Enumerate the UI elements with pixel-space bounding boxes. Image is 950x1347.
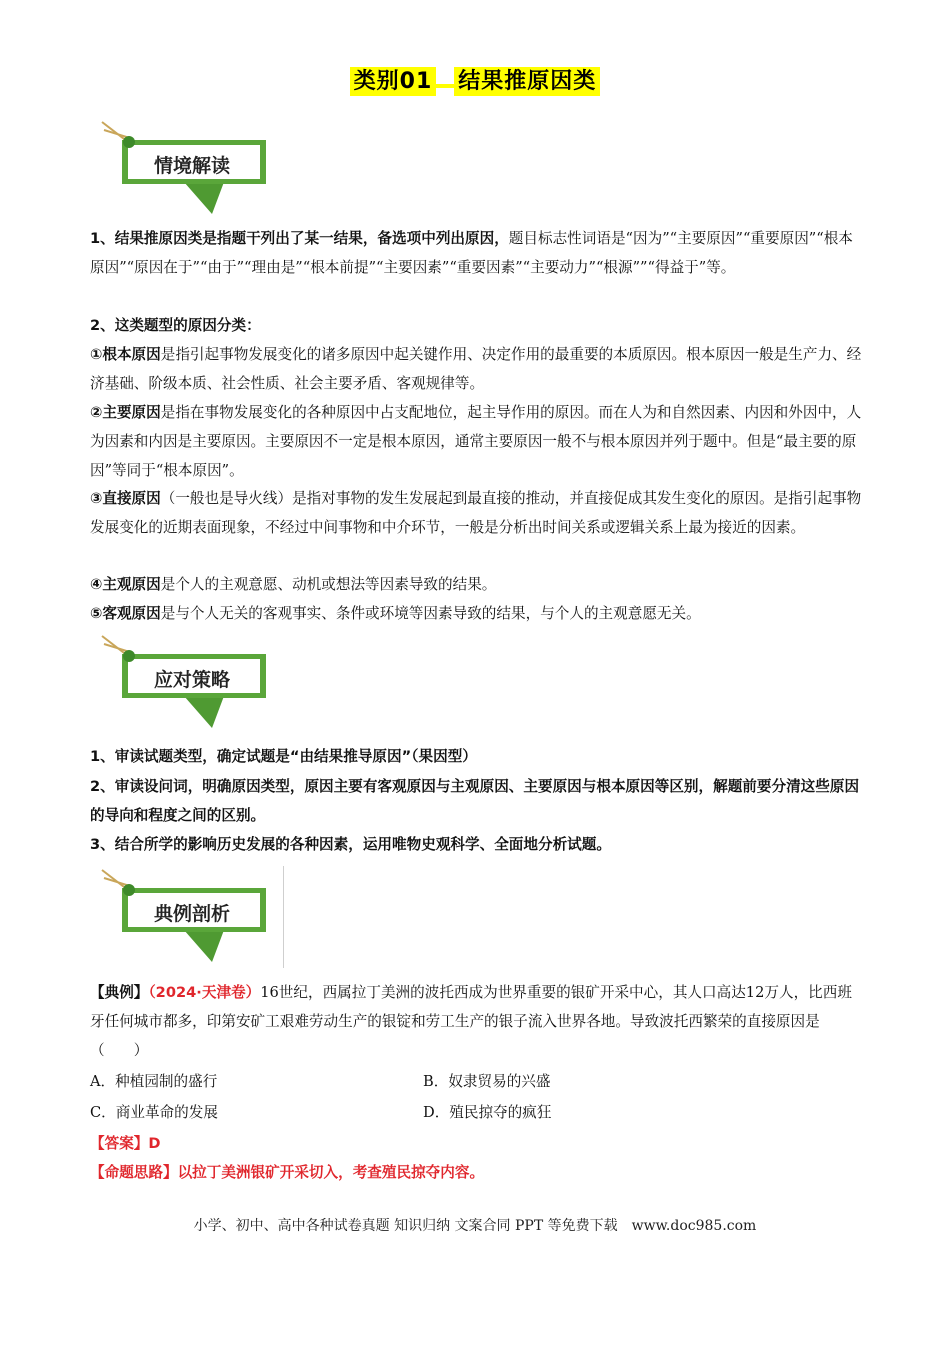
cause-direct: ③直接原因（一般也是导火线）是指对事物的发生发展起到最直接的推动，并直接促成其发生变化的原因。是指引起事物发展变化的近期表面现象，不经过中间事物和中介环节，一般是分析出时间关系或逻辑关系上最为接近的因素。 <box>90 490 862 536</box>
strategy-2: 2、审读设问词，明确原因类型，原因主要有客观原因与主观原因、主要原因与根本原因等区别，解题前要分清这些原因的导向和程度之间的区别。 <box>90 778 860 824</box>
footer-text: 小学、初中、高中各种试卷真题 知识归纳 文案合同 PPT 等免费下载 www.doc985.com <box>193 1218 757 1234</box>
answer-value: D <box>148 1135 161 1152</box>
title-topic: 结果推原因类 <box>454 67 600 96</box>
intro-paragraph-2: 2、这类题型的原因分类： <box>90 317 261 334</box>
cause-root: ①根本原因是指引起事物发展变化的诸多原因中起关键作用、决定作用的最重要的本质原因。根本原因一般是生产力、经济基础、阶级本质、社会性质、社会主要矛盾、客观规律等。 <box>90 346 862 392</box>
strategy-1: 1、审读试题类型，确定试题是“由结果推导原因”（果因型） <box>90 748 477 765</box>
section-title: 应对策略 <box>153 669 230 691</box>
option-c: C．商业革命的发展 <box>90 1104 218 1121</box>
cause-subjective: ④主观原因是个人的主观意愿、动机或想法等因素导致的结果。 <box>90 576 497 593</box>
cause-main: ②主要原因是指在事物发展变化的各种原因中占支配地位，起主导作用的原因。而在人为和自然因素、内因和外因中，人为因素和内因是主要原因。主要原因不一定是根本原因，通常主要原因一般不与根本原因并列于题中。但是“最主要的原因”等同于“根本原因”。 <box>90 404 862 479</box>
answer-line: 【答案】D <box>90 1135 161 1152</box>
section-badge-example <box>92 866 272 966</box>
idea-line: 【命题思路】以拉丁美洲银矿开采切入，考查殖民掠夺内容。 <box>90 1164 485 1181</box>
section-title: 典例剖析 <box>153 903 230 925</box>
cause-objective: ⑤客观原因是与个人无关的客观事实、条件或环境等因素导致的结果，与个人的主观意愿无关。 <box>90 605 701 622</box>
page-title <box>0 64 950 95</box>
title-category: 类别01 <box>350 67 437 96</box>
section-title: 情境解读 <box>153 155 230 177</box>
example-question: 【典例】（2024·天津卷）16世纪，西属拉丁美洲的波托西成为世界重要的银矿开采中心，其人口高达12万人，比西班牙任何城市都多，印第安矿工艰难劳动生产的银锭和劳工生产的银子流入世界各地。导致波托西繁荣的直接原因是（ ） <box>90 984 852 1059</box>
section-badge-situation <box>92 118 272 218</box>
strategy-3: 3、结合所学的影响历史发展的各种因素，运用唯物史观科学、全面地分析试题。 <box>90 836 611 853</box>
option-b: B．奴隶贸易的兴盛 <box>423 1073 551 1090</box>
intro-paragraph-1: 1、结果推原因类是指题干列出了某一结果，备选项中列出原因，题目标志性词语是“因为”“主要原因”“重要原因”“根本原因”“原因在于”“由于”“理由是”“根本前提”“主要因素”“重要因素”“主要动力”“根源””“得益于”等。 <box>90 230 853 276</box>
section-badge-strategy <box>92 632 272 732</box>
divider <box>283 866 284 968</box>
option-d: D．殖民掠夺的疯狂 <box>423 1104 552 1121</box>
option-a: A．种植园制的盛行 <box>90 1073 218 1090</box>
